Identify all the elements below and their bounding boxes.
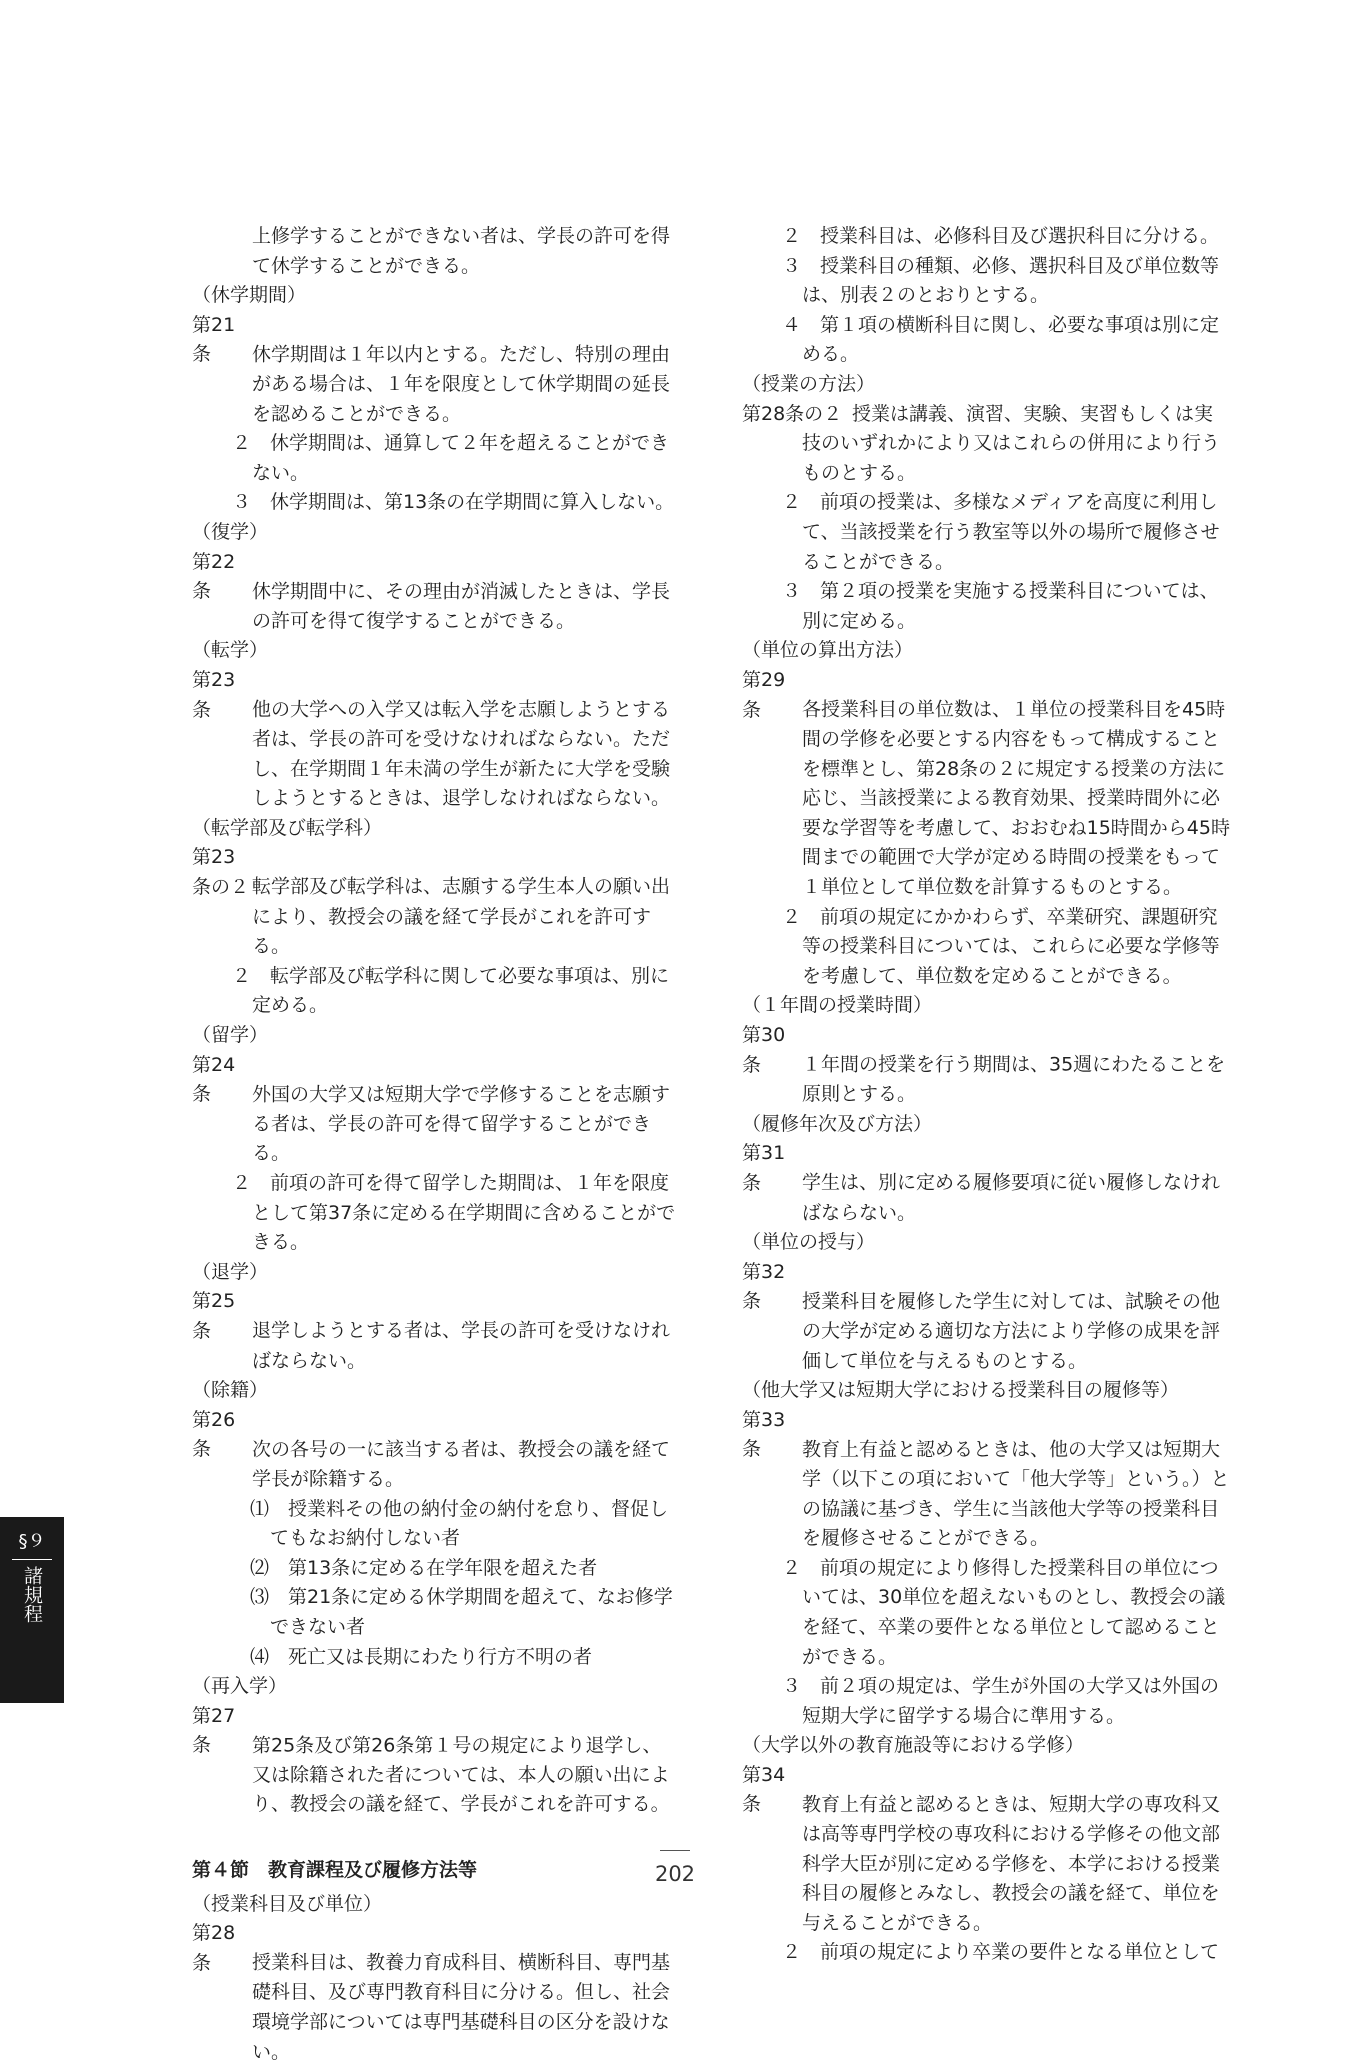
article-33-text: 教育上有益と認めるときは、他の大学又は短期大学（以下この項において「他大学等」という。）との協議に基づき、学生に当該他大学等の授業科目を履修させることができる。 [802, 1438, 1230, 1550]
article-28-text: 授業科目は、教養力育成科目、横断科目、専門基礎科目、及び専門教育科目に分ける。但し、社会環境学部については専門基礎科目の区分を設けない。 [252, 1951, 671, 2063]
side-tab-divider [12, 1559, 52, 1560]
article-23 [192, 666, 680, 814]
article-26-text: 次の各号の一に該当する者は、教授会の議を経て学長が除籍する。 [252, 1438, 671, 1490]
article-28-para-2: ２ 授業科目は、必修科目及び選択科目に分ける。 [782, 225, 1220, 247]
heading-sainyugaku: （再入学） [192, 1675, 288, 1698]
article-25 [192, 1287, 680, 1376]
article-23-2-number: 第23条の２ [192, 846, 250, 899]
heading-jugyo-hoho: （授業の方法） [742, 372, 876, 395]
article-25-text: 退学しようとする者は、学長の許可を受けなければならない。 [252, 1319, 671, 1372]
heading-tengaku: （転学） [192, 639, 269, 662]
article-31-text: 学生は、別に定める履修要項に従い履修しなければならない。 [802, 1172, 1221, 1224]
article-22-number: 第22条 [192, 550, 236, 603]
heading-taigaku: （退学） [192, 1260, 269, 1283]
article-29-number: 第29条 [742, 668, 786, 721]
article-26-item-3: ⑶ 第21条に定める休学期間を超えて、なお修学できない者 [250, 1586, 673, 1638]
article-28-2-text: 授業は講義、演習、実験、実習もしくは実技のいずれかにより又はこれらの併用により行うものとする。 [802, 402, 1221, 484]
article-27 [192, 1702, 680, 1820]
article-23-2-text: 転学部及び転学科は、志願する学生本人の願い出により、教授会の議を経て学長がこれを許可する。 [252, 876, 671, 958]
article-21-number: 第21条 [192, 313, 236, 366]
section-side-tab [0, 1517, 64, 1703]
article-34-number: 第34条 [742, 1763, 786, 1816]
article-30-text: １年間の授業を行う期間は、35週にわたることを原則とする。 [802, 1053, 1226, 1106]
article-21-para-2: ２ 休学期間は、通算して２年を超えることができない。 [232, 432, 670, 484]
right-column [742, 222, 1230, 1968]
article-33-para-3: ３ 前２項の規定は、学生が外国の大学又は外国の短期大学に留学する場合に準用する。 [782, 1675, 1220, 1727]
article-28-2-para-3: ３ 第２項の授業を実施する授業科目については、別に定める。 [782, 580, 1219, 632]
article-28 [192, 1919, 680, 2067]
heading-tengakubu: （転学部及び転学科） [192, 816, 383, 839]
article-34-para-2: ２ 前項の規定により卒業の要件となる単位として [782, 1941, 1220, 1964]
article-23-text: 他の大学への入学又は転入学を志願しようとする者は、学長の許可を受けなければならない。ただし、在学期間１年未満の学生が新たに大学を受験しようとするときは、退学しなければならない。 [252, 698, 671, 810]
article-24-number: 第24条 [192, 1053, 236, 1106]
article-27-text: 第25条及び第26条第１号の規定により退学し、又は除籍された者については、本人の願い出により、教授会の議を経て、学長がこれを許可する。 [252, 1734, 670, 1816]
continued-text: 上修学することができない者は、学長の許可を得て休学することができる。 [252, 225, 671, 277]
left-column [192, 222, 680, 2067]
article-21-text: 休学期間は１年以内とする。ただし、特別の理由がある場合は、１年を限度として休学期間の延長を認めることができる。 [252, 343, 671, 425]
article-27-number: 第27条 [192, 1704, 236, 1757]
article-21-para-3: ３ 休学期間は、第13条の在学期間に算入しない。 [232, 491, 675, 514]
article-23-2-para-2: ２ 転学部及び転学科に関して必要な事項は、別に定める。 [232, 964, 670, 1017]
article-32-text: 授業科目を履修した学生に対しては、試験その他の大学が定める適切な方法により学修の成果を評価して単位を与えるものとする。 [802, 1290, 1221, 1372]
article-26-item-4: ⑷ 死亡又は長期にわたり行方不明の者 [250, 1645, 593, 1668]
article-29 [742, 666, 1230, 903]
article-28-2 [742, 400, 1230, 489]
heading-jugyo-kamoku: （授業科目及び単位） [192, 1892, 383, 1915]
article-23-number: 第23条 [192, 668, 236, 721]
article-22 [192, 548, 680, 637]
article-22-text: 休学期間中に、その理由が消滅したときは、学長の許可を得て復学することができる。 [252, 580, 671, 632]
article-28-2-number: 第28条の２ [742, 402, 843, 425]
page-number: 202 [654, 1862, 696, 1886]
article-26 [192, 1406, 680, 1495]
article-30-number: 第30条 [742, 1024, 786, 1076]
heading-tadaigaku: （他大学又は短期大学における授業科目の履修等） [742, 1379, 1180, 1402]
article-24-text: 外国の大学又は短期大学で学修することを志願する者は、学長の許可を得て留学することができる。 [252, 1083, 671, 1165]
article-34-text: 教育上有益と認めるときは、短期大学の専攻科又は高等専門学校の専攻科における学修その他文部科学大臣が別に定める学修を、本学における授業科目の履修とみなし、教授会の議を経て、単位を与えることができる。 [802, 1793, 1221, 1934]
article-31-number: 第31条 [742, 1142, 786, 1194]
article-26-number: 第26条 [192, 1408, 236, 1461]
article-24-para-2: ２ 前項の許可を得て留学した期間は、１年を限度として第37条に定める在学期間に含めることができる。 [232, 1172, 676, 1254]
article-29-para-2: ２ 前項の規定にかかわらず、卒業研究、課題研究等の授業科目については、これらに必要な学修等を考慮して、単位数を定めることができる。 [782, 905, 1220, 987]
heading-fukugaku: （復学） [192, 520, 269, 543]
article-28-para-4: ４ 第１項の横断科目に関し、必要な事項は別に定める。 [782, 313, 1220, 366]
heading-kyugaku-kikan: （休学期間） [192, 284, 307, 307]
page-number-rule [660, 1850, 690, 1851]
article-33 [742, 1406, 1230, 1554]
heading-ryugaku: （留学） [192, 1024, 269, 1047]
article-28-para-3: ３ 授業科目の種類、必修、選択科目及び単位数等は、別表２のとおりとする。 [782, 254, 1220, 307]
article-26-item-2: ⑵ 第13条に定める在学年限を超えた者 [250, 1556, 598, 1579]
article-32 [742, 1258, 1230, 1376]
article-28-number: 第28条 [192, 1922, 236, 1974]
heading-juyo: （単位の授与） [742, 1231, 876, 1254]
heading-joseki: （除籍） [192, 1379, 269, 1402]
article-24 [192, 1051, 680, 1169]
heading-igai: （大学以外の教育施設等における学修） [742, 1734, 1085, 1757]
heading-rishu: （履修年次及び方法） [742, 1112, 933, 1135]
article-30 [742, 1021, 1230, 1110]
section-4-title: 第４節 教育課程及び履修方法等 [192, 1859, 478, 1882]
article-21 [192, 311, 680, 429]
article-28-2-para-2: ２ 前項の授業は、多様なメディアを高度に利用して、当該授業を行う教室等以外の場所で履修させることができる。 [782, 491, 1220, 573]
heading-tani-sanshutsu: （単位の算出方法） [742, 639, 914, 662]
article-32-number: 第32条 [742, 1260, 786, 1313]
article-25-number: 第25条 [192, 1290, 236, 1342]
article-29-text: 各授業科目の単位数は、１単位の授業科目を45時間の学修を必要とする内容をもって構成することを標準とし、第28条の２に規定する授業の方法に応じ、当該授業による教育効果、授業時間外に必要な学習等を考慮して、おおむね15時間から45時間までの範囲で大学が定める時間の授業をもって１単位として単位数を計算するものとする。 [802, 698, 1230, 899]
article-23-2 [192, 843, 680, 961]
side-tab-section: §９ [18, 1531, 46, 1552]
article-33-number: 第33条 [742, 1408, 786, 1461]
heading-nenkan: （１年間の授業時間） [742, 994, 933, 1017]
article-34 [742, 1761, 1230, 1939]
side-tab-title: 諸規程 [21, 1566, 43, 1623]
article-31 [742, 1139, 1230, 1228]
article-26-item-1: ⑴ 授業料その他の納付金の納付を怠り、督促してもなお納付しない者 [250, 1497, 669, 1550]
article-33-para-2: ２ 前項の規定により修得した授業科目の単位については、30単位を超えないものとし、教授会の議を経て、卒業の要件となる単位として認めることができる。 [782, 1556, 1226, 1668]
